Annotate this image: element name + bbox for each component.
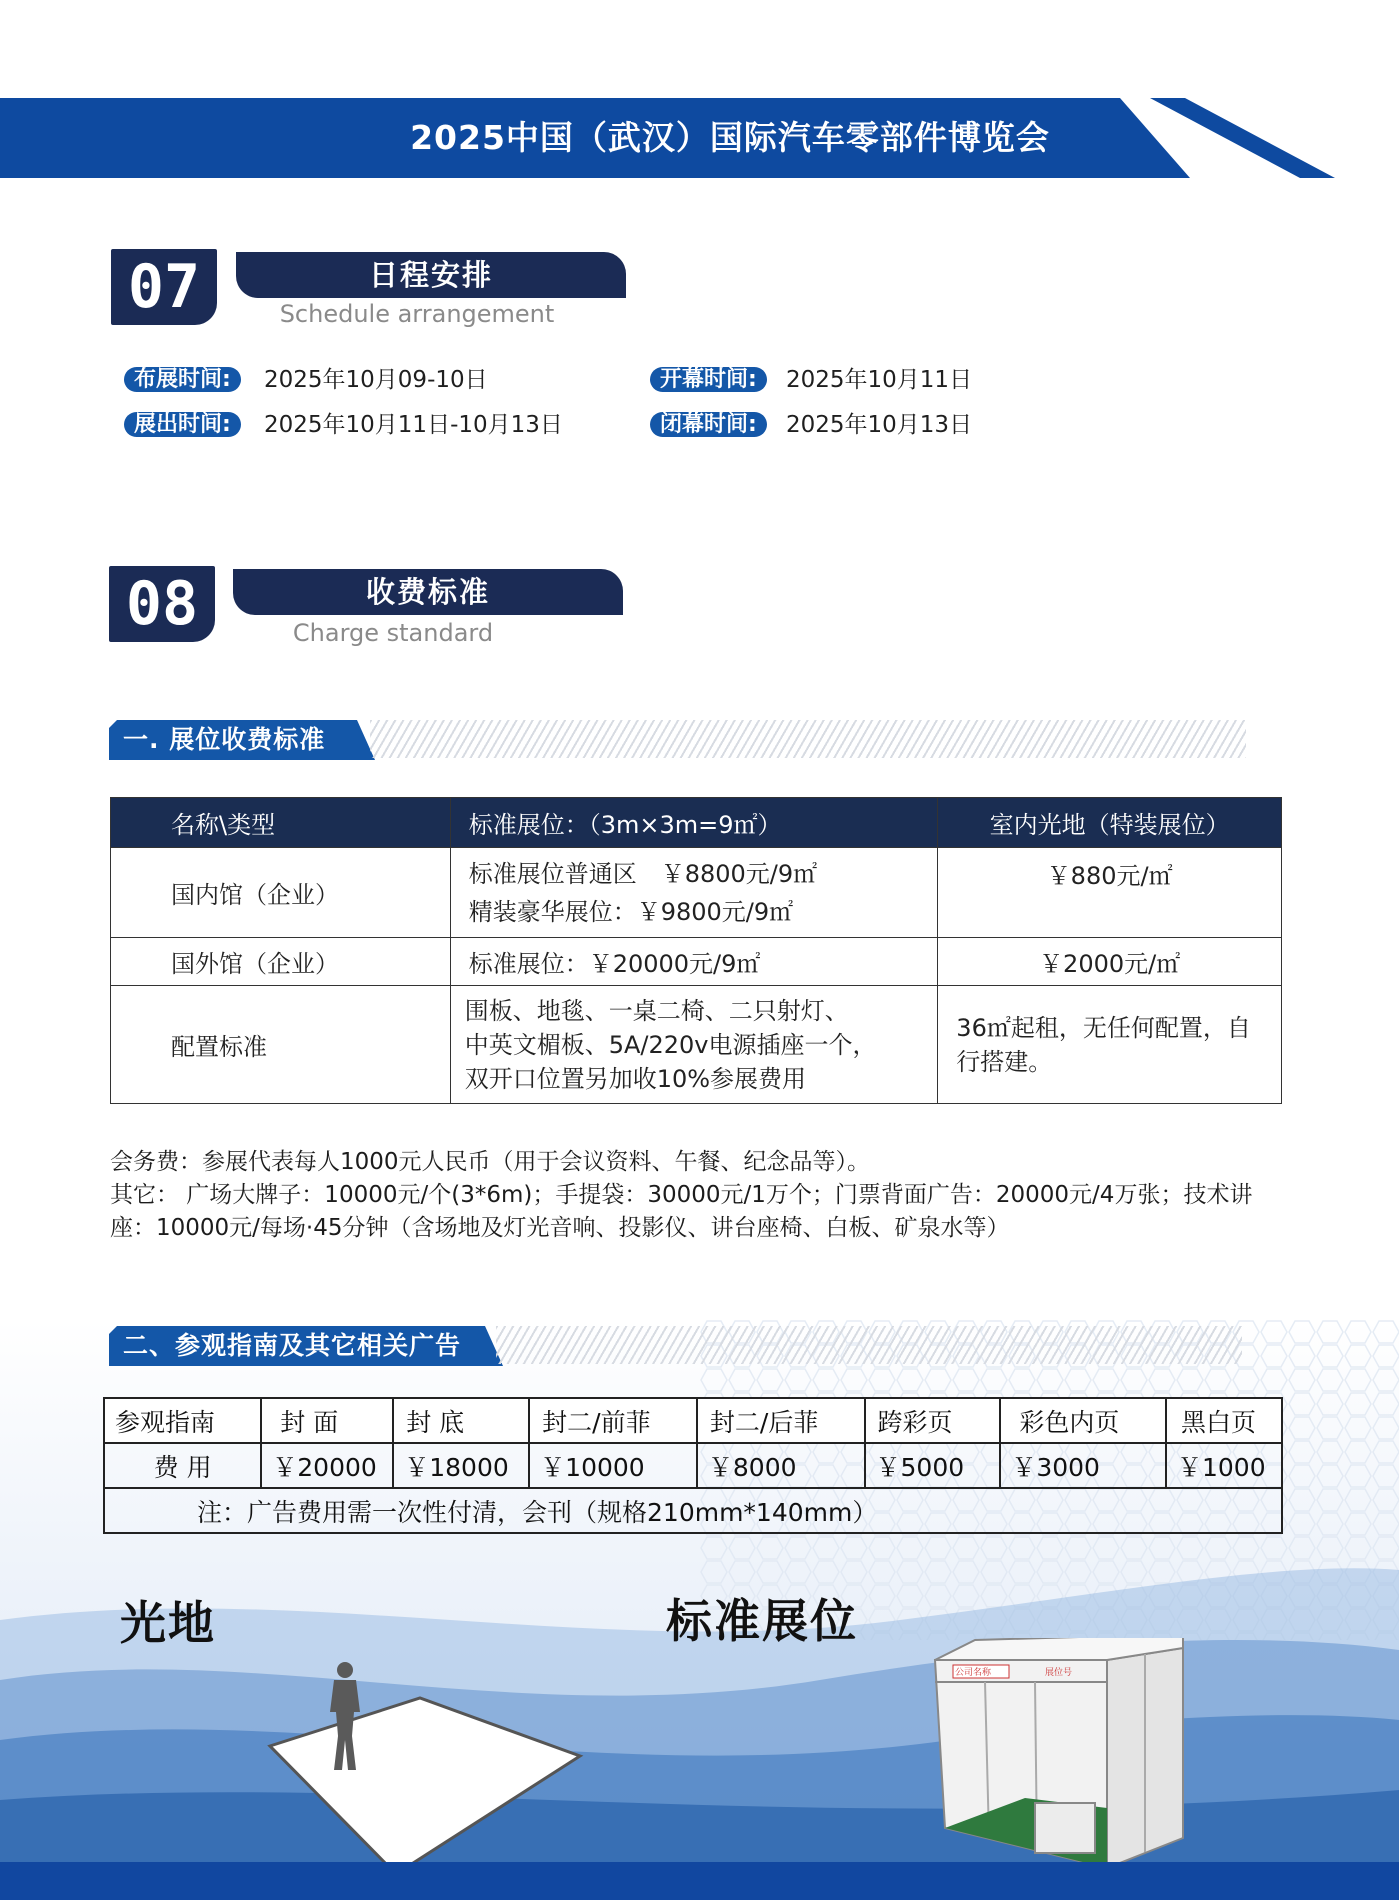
row-standard: 标准展位：￥20000元/9㎡	[450, 938, 938, 986]
advert-fee-table	[103, 1397, 1283, 1534]
table-header-cell: 彩色内页	[1000, 1398, 1166, 1443]
table-header-cell: 黑白页	[1166, 1398, 1282, 1443]
schedule-item-setup	[124, 364, 241, 396]
fee-cell: ￥18000	[393, 1443, 529, 1488]
note-other-fees: 其它： 广场大牌子：10000元/个(3*6m)；手提袋：30000元/1万个；门票背面广告：20000元/4万张；技术讲座：10000元/每场·45分钟（含场地及灯光音响、投影仪、讲台座椅、白板、矿泉水等）	[110, 1182, 1253, 1241]
row-name: 国内馆（企业）	[111, 848, 451, 938]
schedule-label: 闭幕时间:	[650, 412, 767, 437]
schedule-label: 展出时间:	[124, 412, 241, 437]
table-header-cell: 封二/后菲	[697, 1398, 865, 1443]
standard-booth-label: 标准展位	[666, 1594, 858, 1648]
table-header-cell: 标准展位：（3m×3m=9㎡）	[450, 798, 938, 848]
row-raw: ￥880元/㎡	[938, 848, 1282, 938]
booth-sign-text: 展位号	[1045, 1668, 1073, 1678]
section-title-charge: 收费标准	[233, 569, 623, 615]
table-row	[104, 1488, 1282, 1533]
table-row	[111, 938, 1282, 986]
booth-sign-text: 公司名称	[955, 1668, 992, 1678]
table-header-cell: 封 面	[261, 1398, 393, 1443]
row-raw: ￥2000元/㎡	[938, 938, 1282, 986]
fee-label-cell: 费 用	[104, 1443, 261, 1488]
table-row	[104, 1443, 1282, 1488]
fee-cell: ￥10000	[529, 1443, 697, 1488]
row-standard-line: 围板、地毯、一桌二椅、二只射灯、	[464, 996, 849, 1025]
fee-cell: ￥20000	[261, 1443, 393, 1488]
table-header-cell: 跨彩页	[865, 1398, 1001, 1443]
table-header-row	[111, 798, 1282, 848]
fee-cell: ￥8000	[697, 1443, 865, 1488]
booth-fee-heading: 一. 展位收费标准	[123, 725, 326, 754]
row-standard-line: 双开口位置另加收10%参展费用	[464, 1064, 807, 1093]
row-standard-line: 精装豪华展位：￥9800元/9㎡	[468, 897, 794, 926]
schedule-item-exhibition	[124, 409, 241, 441]
schedule-label: 布展时间:	[124, 367, 241, 392]
schedule-label: 开幕时间:	[650, 367, 767, 392]
schedule-item-closing	[650, 409, 767, 441]
raw-space-label: 光地	[120, 1596, 216, 1650]
raw-space-illustration	[260, 1660, 590, 1890]
decorative-hatch	[370, 720, 1246, 758]
table-row	[111, 848, 1282, 938]
table-header-cell: 参观指南	[104, 1398, 261, 1443]
row-name: 配置标准	[111, 986, 451, 1104]
row-standard	[450, 986, 938, 1104]
row-standard-line: 标准展位普通区 ￥8800元/9㎡	[468, 859, 818, 888]
row-standard	[450, 848, 938, 938]
schedule-value: 2025年10月09-10日	[264, 367, 488, 393]
decorative-hatch	[496, 1326, 1242, 1364]
standard-booth-illustration	[925, 1638, 1195, 1878]
schedule-value: 2025年10月11日-10月13日	[264, 412, 563, 438]
expo-title: 2025中国（武汉）国际汽车零部件博览会	[410, 118, 1050, 157]
table-header-cell: 名称\类型	[111, 798, 451, 848]
table-header-row	[104, 1398, 1282, 1443]
fee-cell: ￥1000	[1166, 1443, 1282, 1488]
bottom-bar	[0, 1862, 1399, 1900]
section-subtitle-schedule: Schedule arrangement	[279, 300, 555, 328]
table-header-cell: 室内光地（特装展位）	[938, 798, 1282, 848]
ads-heading: 二、参观指南及其它相关广告	[123, 1331, 462, 1360]
note-meeting-fee: 会务费：参展代表每人1000元人民币（用于会议资料、午餐、纪念品等）。	[110, 1149, 871, 1175]
booth-fee-table	[110, 797, 1282, 1104]
schedule-value: 2025年10月11日	[786, 367, 973, 393]
section-subtitle-charge: Charge standard	[292, 619, 494, 647]
section-title-schedule: 日程安排	[236, 252, 626, 298]
section-number-07: 07	[111, 249, 217, 325]
fee-cell: ￥5000	[865, 1443, 1001, 1488]
schedule-value: 2025年10月13日	[786, 412, 973, 438]
row-raw: 36㎡起租，无任何配置，自行搭建。	[938, 986, 1282, 1104]
section-number-08: 08	[109, 566, 215, 642]
table-row	[111, 986, 1282, 1104]
advert-note: 注：广告费用需一次性付清，会刊（规格210mm*140mm）	[104, 1488, 1282, 1533]
row-standard-line: 中英文楣板、5A/220v电源插座一个，	[464, 1030, 877, 1059]
schedule-item-opening	[650, 364, 767, 396]
row-name: 国外馆（企业）	[111, 938, 451, 986]
fee-notes	[110, 1146, 1285, 1245]
table-header-cell: 封二/前菲	[529, 1398, 697, 1443]
fee-cell: ￥3000	[1000, 1443, 1166, 1488]
table-header-cell: 封 底	[393, 1398, 529, 1443]
